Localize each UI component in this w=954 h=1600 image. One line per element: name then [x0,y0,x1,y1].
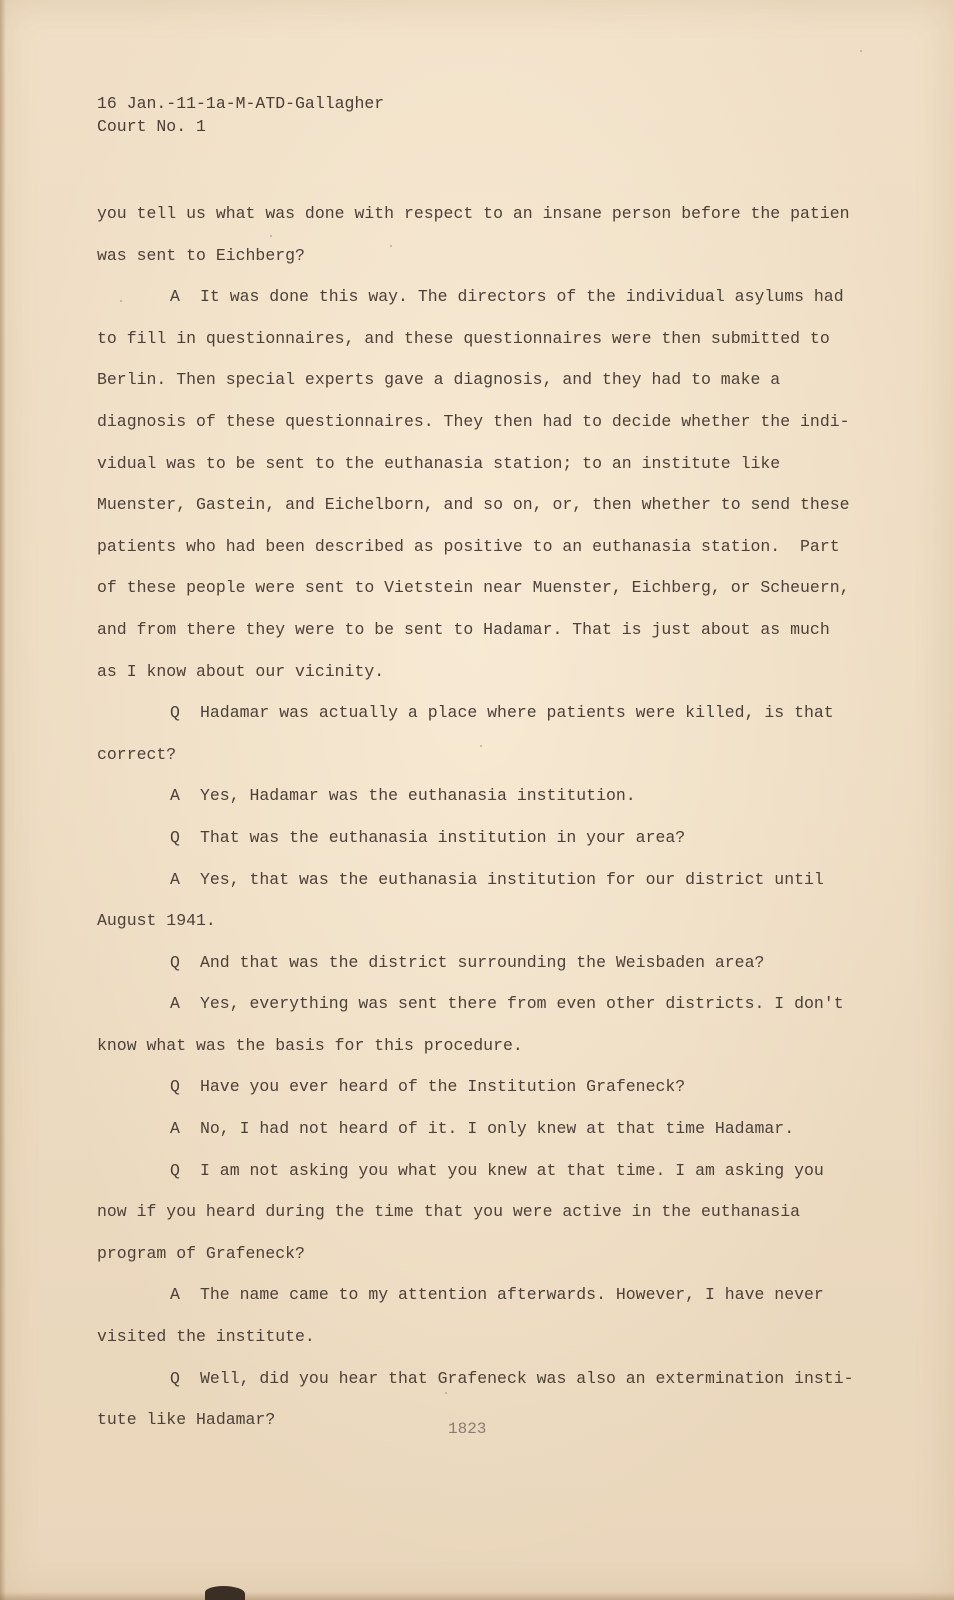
line-text: now if you heard during the time that you were active in the euthanasia [97,1202,801,1222]
header-line-2: Court No. 1 [97,117,206,136]
transcript-line [97,983,887,1025]
transcript-line [97,1274,887,1316]
line-text: I am not asking you what you knew at that time. I am asking you [200,1160,824,1180]
speaker-label: A [170,786,180,806]
transcript-line [97,401,887,443]
speaker-label: Q [170,1368,180,1388]
line-text: as I know about our vicinity. [97,661,385,681]
line-text: and from there they were to be sent to Hadamar. That is just about as much [97,619,830,639]
document-header [97,92,384,138]
transcript-line [97,1191,887,1233]
transcript-line [97,1233,887,1275]
transcript-line [97,1150,887,1192]
line-text: diagnosis of these questionnaires. They then had to decide whether the indi- [97,411,850,431]
line-text: The name came to my attention afterwards. However, I have never [200,1285,824,1305]
transcript-line [97,859,887,901]
transcript-line [97,484,887,526]
speaker-label: A [170,1119,180,1139]
transcript-line [97,1066,887,1108]
transcript-line [97,1399,887,1441]
line-text: That was the euthanasia institution in your area? [200,827,686,847]
transcript-line [97,1358,887,1400]
line-text: Have you ever heard of the Institution Grafeneck? [200,1077,686,1097]
line-text: patients who had been described as positive to an euthanasia station. Part [97,536,840,556]
transcript-line [97,318,887,360]
line-text: tute like Hadamar? [97,1410,276,1430]
transcript-line [97,193,887,235]
page-tear [205,1586,245,1600]
header-line-1: 16 Jan.-11-1a-M-ATD-Gallagher [97,94,385,113]
line-text: was sent to Eichberg? [97,245,305,265]
speaker-label: Q [170,827,180,847]
transcript-line [97,692,887,734]
line-text: Yes, everything was sent there from even other districts. I don't [200,994,844,1014]
transcript-line [97,526,887,568]
transcript-body [97,193,887,1441]
line-text: No, I had not heard of it. I only knew at that time Hadamar. [200,1119,795,1139]
speaker-label: A [170,287,180,307]
transcript-line [97,775,887,817]
speaker-label: Q [170,1160,180,1180]
line-text: Yes, Hadamar was the euthanasia institution. [200,786,636,806]
line-text: Well, did you hear that Grafeneck was also an extermination insti- [200,1368,854,1388]
line-text: Yes, that was the euthanasia institution for our district until [200,869,824,889]
speaker-label: A [170,869,180,889]
line-text: Muenster, Gastein, and Eichelborn, and so on, or, then whether to send these [97,495,850,515]
line-text: to fill in questionnaires, and these questionnaires were then submitted to [97,328,830,348]
speaker-label: Q [170,703,180,723]
transcript-line [97,276,887,318]
line-text: visited the institute. [97,1327,315,1347]
speaker-label: A [170,994,180,1014]
transcript-line [97,1025,887,1067]
transcript-line [97,609,887,651]
transcript-line [97,651,887,693]
line-text: know what was the basis for this procedure. [97,1035,523,1055]
line-text: It was done this way. The directors of the individual asylums had [200,287,844,307]
transcript-line [97,1316,887,1358]
transcript-line [97,567,887,609]
page-edge-bottom [0,1592,954,1600]
transcript-line [97,942,887,984]
speaker-label: Q [170,1077,180,1097]
speaker-label: A [170,1285,180,1305]
line-text: of these people were sent to Vietstein near Muenster, Eichberg, or Scheuern, [97,578,850,598]
page-edge-left [0,0,6,1600]
line-text: program of Grafeneck? [97,1243,305,1263]
line-text: you tell us what was done with respect to an insane person before the patien [97,204,850,223]
speaker-label: Q [170,952,180,972]
line-text: August 1941. [97,911,216,931]
transcript-line [97,817,887,859]
transcript-line [97,900,887,942]
transcript-line [97,734,887,776]
line-text: Hadamar was actually a place where patients were killed, is that [200,703,834,723]
line-text: And that was the district surrounding the Weisbaden area? [200,952,765,972]
line-text: correct? [97,744,177,764]
line-text: Berlin. Then special experts gave a diagnosis, and they had to make a [97,370,781,390]
paper-speck [860,50,862,52]
page-number: 1823 [448,1420,487,1438]
transcript-line [97,1108,887,1150]
transcript-line [97,235,887,277]
transcript-line [97,443,887,485]
line-text: vidual was to be sent to the euthanasia station; to an institute like [97,453,781,473]
transcript-line [97,359,887,401]
